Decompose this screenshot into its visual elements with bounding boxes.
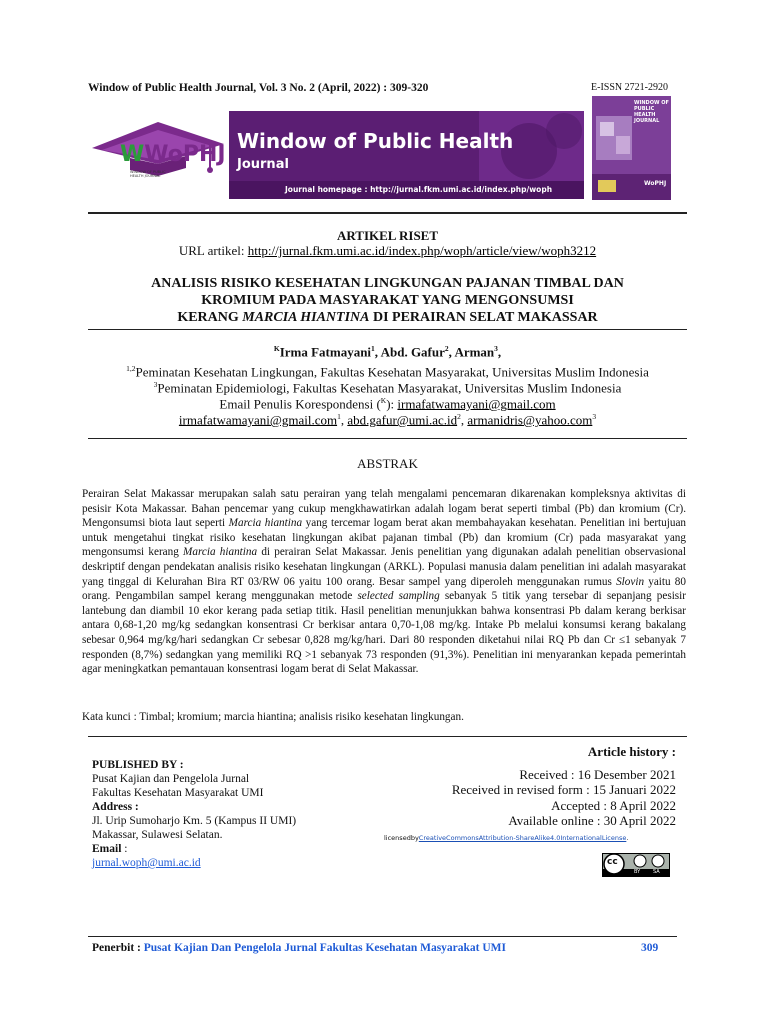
history-received: Received : 16 Desember 2021 bbox=[519, 766, 676, 782]
banner-title: Window of Public Health bbox=[237, 129, 514, 153]
title-species: MARCIA HIANTINA bbox=[242, 310, 370, 325]
publisher-heading: PUBLISHED BY : bbox=[92, 759, 184, 771]
wophj-logo: WWoPHJ WINDOW OF PUBLIC HEALTH JOURNAL bbox=[90, 120, 225, 190]
address-label: Address : bbox=[92, 801, 139, 813]
publisher-line: Fakultas Kesehatan Masyarakat UMI bbox=[92, 787, 264, 799]
divider bbox=[88, 212, 687, 214]
logo-text: WoPHJ bbox=[144, 142, 226, 167]
title-line bbox=[88, 309, 687, 326]
license-link[interactable]: CreativeCommonsAttribution-ShareAlike4.0InternationalLicense bbox=[418, 834, 627, 842]
author-sup: 3 bbox=[494, 344, 498, 353]
title-line: ANALISIS RISIKO KESEHATAN LINGKUNGAN PAJANAN TIMBAL DAN bbox=[151, 276, 624, 291]
cc-by-sa-badge[interactable] bbox=[602, 853, 670, 877]
abstract-text: sebanyak 5 titik yang tersebar di sepanjang pesisir lantebung dan diambil 10 ekor kerang pada setiap titik. Hasil penelitian menunjukkan bahwa konsentrasi Pb dalam kerang berkisar antara 0,68-1,20 mg/kg sedangkan konsentrasi Cr berkisar antara 0,70-1,08 mg/kg. Intake Pb melalui konsumsi kerang bakalang sebesar 0,964 mg/kg/hari sedangkan Cr sebesar 0,828 mg/kg/hari. Dari 80 responden diketahui nilai RQ Pb dan Cr ≤1 sebanyak 7 responden (8,7%) sedangkan yang memiliki RQ >1 sebanyak 73 responden (91,3%). Penelitian ini menyarankan kepada pemerintah agar meningkatkan pemantauan konsentrasi logam berat di Selat Makassar. bbox=[82, 590, 686, 676]
history-online: Available online : 30 April 2022 bbox=[508, 813, 676, 828]
page-number: 309 bbox=[641, 942, 659, 954]
affil-sup: 1,2 bbox=[126, 364, 136, 373]
url-label: URL artikel: bbox=[178, 243, 248, 258]
cover-brand: WoPHJ bbox=[644, 180, 667, 187]
email-sep: : bbox=[121, 843, 128, 855]
article-type: ARTIKEL RISET bbox=[336, 228, 439, 243]
article-title bbox=[88, 275, 687, 326]
corr-k: K bbox=[380, 396, 387, 405]
corr-email-link[interactable]: irmafatwamayani@gmail.com bbox=[397, 396, 556, 412]
article-url-link[interactable]: http://jurnal.fkm.umi.ac.id/index.php/woph/article/view/woph3212 bbox=[247, 243, 597, 258]
abstract-body bbox=[82, 487, 686, 677]
history-heading: Article history : bbox=[587, 744, 676, 759]
email-sup: 2 bbox=[457, 412, 461, 421]
footer-text: Pusat Kajian Dan Pengelola Jurnal Fakultas Kesehatan Masyarakat UMI bbox=[143, 942, 507, 954]
author-name: Arman bbox=[454, 344, 495, 360]
divider bbox=[88, 329, 687, 330]
abstract-text: yaitu 80 orang. Pengambilan sampel kerang menggunakan metode bbox=[82, 575, 686, 603]
email-link-1[interactable]: irmafatwamayani@gmail.com bbox=[178, 412, 338, 428]
author-name: Irma Fatmayani bbox=[279, 344, 372, 360]
by-label: BY bbox=[634, 869, 641, 875]
footer-publisher bbox=[92, 942, 506, 954]
affil-sup: 3 bbox=[153, 380, 158, 389]
license-suffix: . bbox=[626, 834, 629, 842]
publisher-email-link[interactable]: jurnal.woph@umi.ac.id bbox=[92, 857, 201, 869]
divider bbox=[88, 736, 687, 737]
abstract-italic: selected sampling bbox=[357, 590, 440, 603]
abstract-italic: Marcia hiantina bbox=[228, 517, 303, 530]
email-sup: 3 bbox=[592, 412, 597, 421]
footer-label: Penerbit bbox=[92, 942, 135, 954]
abstract-italic: Marcia hiantina bbox=[183, 546, 258, 559]
banner-homepage[interactable]: Journal homepage : http://jurnal.fkm.umi.ac.id/index.php/woph bbox=[285, 185, 553, 194]
email-link-2[interactable]: abd.gafur@umi.ac.id bbox=[347, 412, 458, 428]
license-prefix: licensedby bbox=[384, 834, 419, 842]
eissn: E-ISSN 2721-2920 bbox=[591, 82, 668, 93]
article-history bbox=[410, 744, 676, 829]
author-list: $^K$Irma Fatmayani$^1$, Abd. Gafur$^2$, Arman$^3$, bbox=[273, 344, 502, 360]
history-accepted: Accepted : 8 April 2022 bbox=[551, 797, 676, 813]
abstract-text: di perairan Selat Makassar. Jenis penelitian yang digunakan adalah penelitian observasional deskriptif dengan pendekatan analisis risiko kesehatan lingkungan (ARKL). Populasi manusia dalam penelitian ini adalah masyarakat yang tinggal di Kelurahan Bira RT 03/RW 06 yaitu 100 orang. Besar sampel yang diperoleh menggunakan rumus bbox=[82, 546, 687, 588]
affil-text: Peminatan Kesehatan Lingkungan, Fakultas Kesehatan Masyarakat, Universitas Muslim Indonesia bbox=[135, 364, 649, 380]
article-url bbox=[88, 243, 687, 259]
email-label: Email bbox=[92, 843, 122, 855]
author-emails: irmafatwamayani@gmail.com$^1$, $abd.gafur@umi.ac.id^2$, armanidris@yahoo.com$^3$ bbox=[178, 412, 597, 428]
author-sup: 1 bbox=[371, 344, 375, 353]
abstract-text: yang tercemar logam berat akan membahayakan kesehatan. Penelitian ini bertujuan untuk mengetahui tingkat risiko kesehatan lingkungan akibat pajanan timbal (Pb) dan kromium (Cr) pada masyarakat yang mengonsumsi kerang bbox=[82, 517, 687, 559]
journal-banner bbox=[229, 111, 584, 199]
logo-tagline: WINDOW OF PUBLIC HEALTH JOURNAL bbox=[130, 170, 166, 178]
author-name: Abd. Gafur bbox=[380, 344, 445, 360]
banner-subtitle: Journal bbox=[237, 157, 289, 172]
footer-sep: : bbox=[134, 942, 144, 954]
title-part: KERANG bbox=[177, 310, 243, 325]
journal-cover bbox=[592, 96, 671, 200]
email-sup: 1 bbox=[337, 412, 341, 421]
abstract-heading: ABSTRAK bbox=[357, 456, 418, 471]
corr-label-end: ): bbox=[386, 396, 398, 412]
license-note bbox=[384, 834, 628, 842]
journal-citation: Window of Public Health Journal, Vol. 3 No. 2 (April, 2022) : 309-320 bbox=[88, 82, 429, 94]
title-line: KROMIUM PADA MASYARAKAT YANG MENGONSUMSI bbox=[201, 293, 574, 308]
keywords: Kata kunci : Timbal; kromium; marcia hiantina; analisis risiko kesehatan lingkungan. bbox=[82, 711, 464, 723]
email-link-3[interactable]: armanidris@yahoo.com bbox=[467, 412, 593, 428]
publisher-block bbox=[92, 758, 296, 870]
divider bbox=[88, 438, 687, 439]
publisher-line: Pusat Kajian dan Pengelola Jurnal bbox=[92, 773, 250, 785]
author-sup: 2 bbox=[444, 344, 449, 353]
divider bbox=[88, 936, 677, 937]
affil-text: Peminatan Epidemiologi, Fakultas Kesehatan Masyarakat, Universitas Muslim Indonesia bbox=[157, 380, 622, 396]
title-part: DI PERAIRAN SELAT MAKASSAR bbox=[369, 310, 598, 325]
corr-label: Email Penulis Korespondensi ( bbox=[219, 396, 381, 412]
history-revised: Received in revised form : 15 Januari 2022 bbox=[451, 782, 676, 797]
abstract-text: Perairan Selat Makassar merupakan salah satu perairan yang telah mengalami pencemaran dikarenakan kompleksnya aktivitas di pesisir Kota Makassar. Bahan pencemar yang cukup mengkhawatirkan adalah logam berat seperti timbal (Pb) dan kromium (Cr). Mengonsumsi biota laut seperti bbox=[82, 488, 686, 530]
address-line: Jl. Urip Sumoharjo Km. 5 (Kampus II UMI) bbox=[92, 815, 297, 827]
cc-label: cc bbox=[607, 857, 618, 867]
abstract-italic: Slovin bbox=[616, 575, 645, 588]
cover-title: WINDOW OF PUBLIC HEALTH JOURNAL bbox=[634, 100, 669, 124]
corresponding-mark: K bbox=[273, 344, 280, 353]
address-line: Makassar, Sulawesi Selatan. bbox=[92, 829, 223, 841]
sa-label: SA bbox=[653, 869, 660, 875]
